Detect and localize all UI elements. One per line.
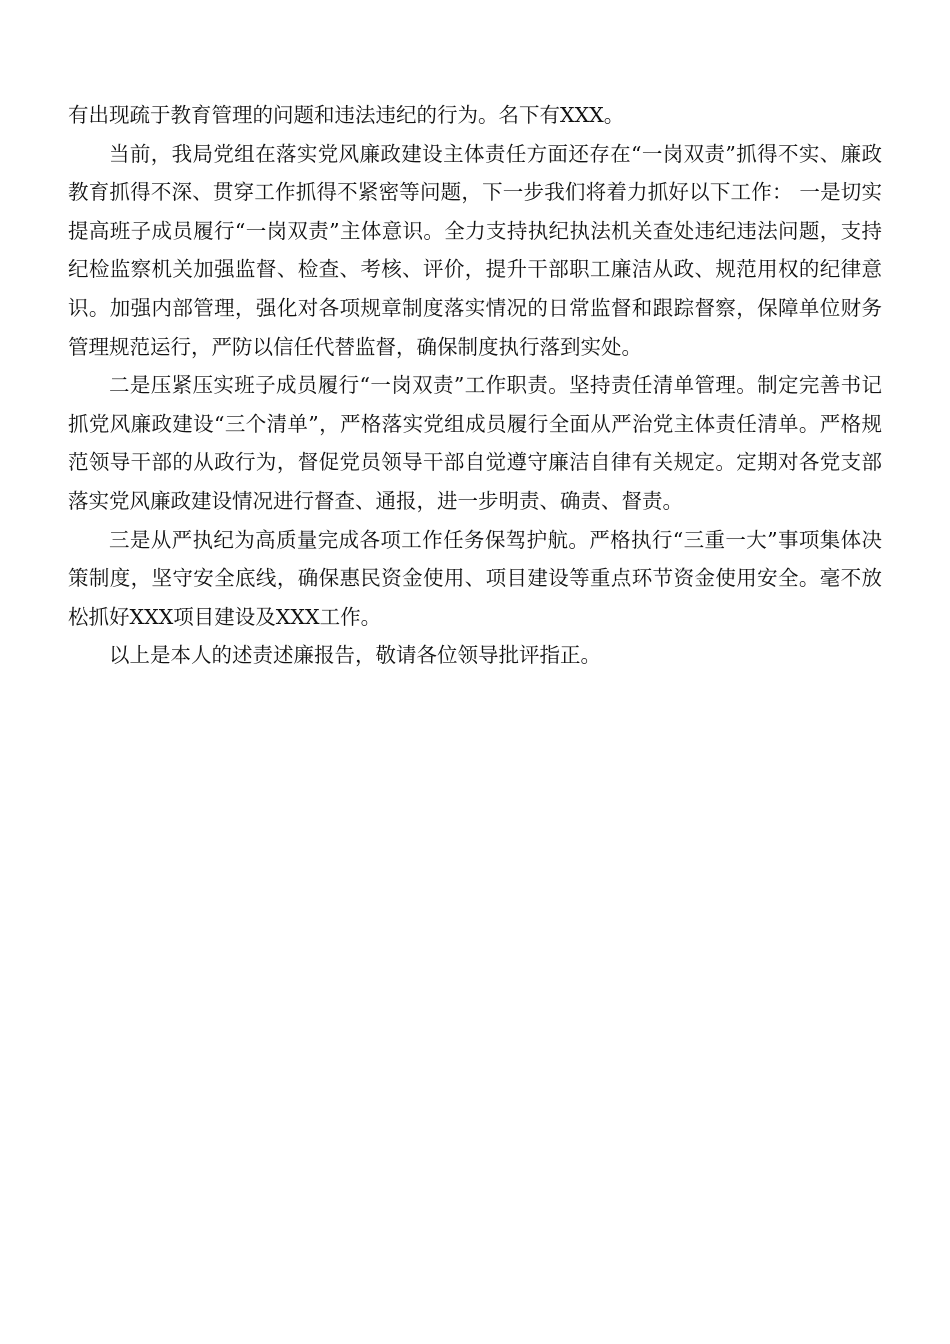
document-body <box>68 96 882 675</box>
paragraph-continuation: 有出现疏于教育管理的问题和违法违纪的行为。名下有XXX。 <box>68 103 625 127</box>
paragraph-point-three: 三是从严执纪为高质量完成各项工作任务保驾护航。严格执行“三重一大”事项集体决策制度，坚守安全底线，确保惠民资金使用、项目建设等重点环节资金使用安全。毫不放松抓好XXX项目建设及XXX工作。 <box>68 527 882 629</box>
paragraph-point-two: 二是压紧压实班子成员履行“一岗双责”工作职责。坚持责任清单管理。制定完善书记抓党风廉政建设“三个清单”，严格落实党组成员履行全面从严治党主体责任清单。严格规范领导干部的从政行为，督促党员领导干部自觉遵守廉洁自律有关规定。定期对各党支部落实党风廉政建设情况进行督查、通报，进一步明责、确责、督责。 <box>68 373 882 513</box>
paragraph-current-issues: 当前，我局党组在落实党风廉政建设主体责任方面还存在“一岗双责”抓得不实、廉政教育抓得不深、贯穿工作抓得不紧密等问题，下一步我们将着力抓好以下工作： 一是切实提高班子成员履行“一岗双责”主体意识。全力支持执纪执法机关查处违纪违法问题，支持纪检监察机关加强监督、检查、考核、评价，提升干部职工廉洁从政、规范用权的纪律意识。加强内部管理，强化对各项规章制度落实情况的日常监督和跟踪督察，保障单位财务管理规范运行，严防以信任代替监督，确保制度执行落到实处。 <box>68 141 882 359</box>
paragraph-closing: 以上是本人的述责述廉报告，敬请各位领导批评指正。 <box>109 643 601 668</box>
